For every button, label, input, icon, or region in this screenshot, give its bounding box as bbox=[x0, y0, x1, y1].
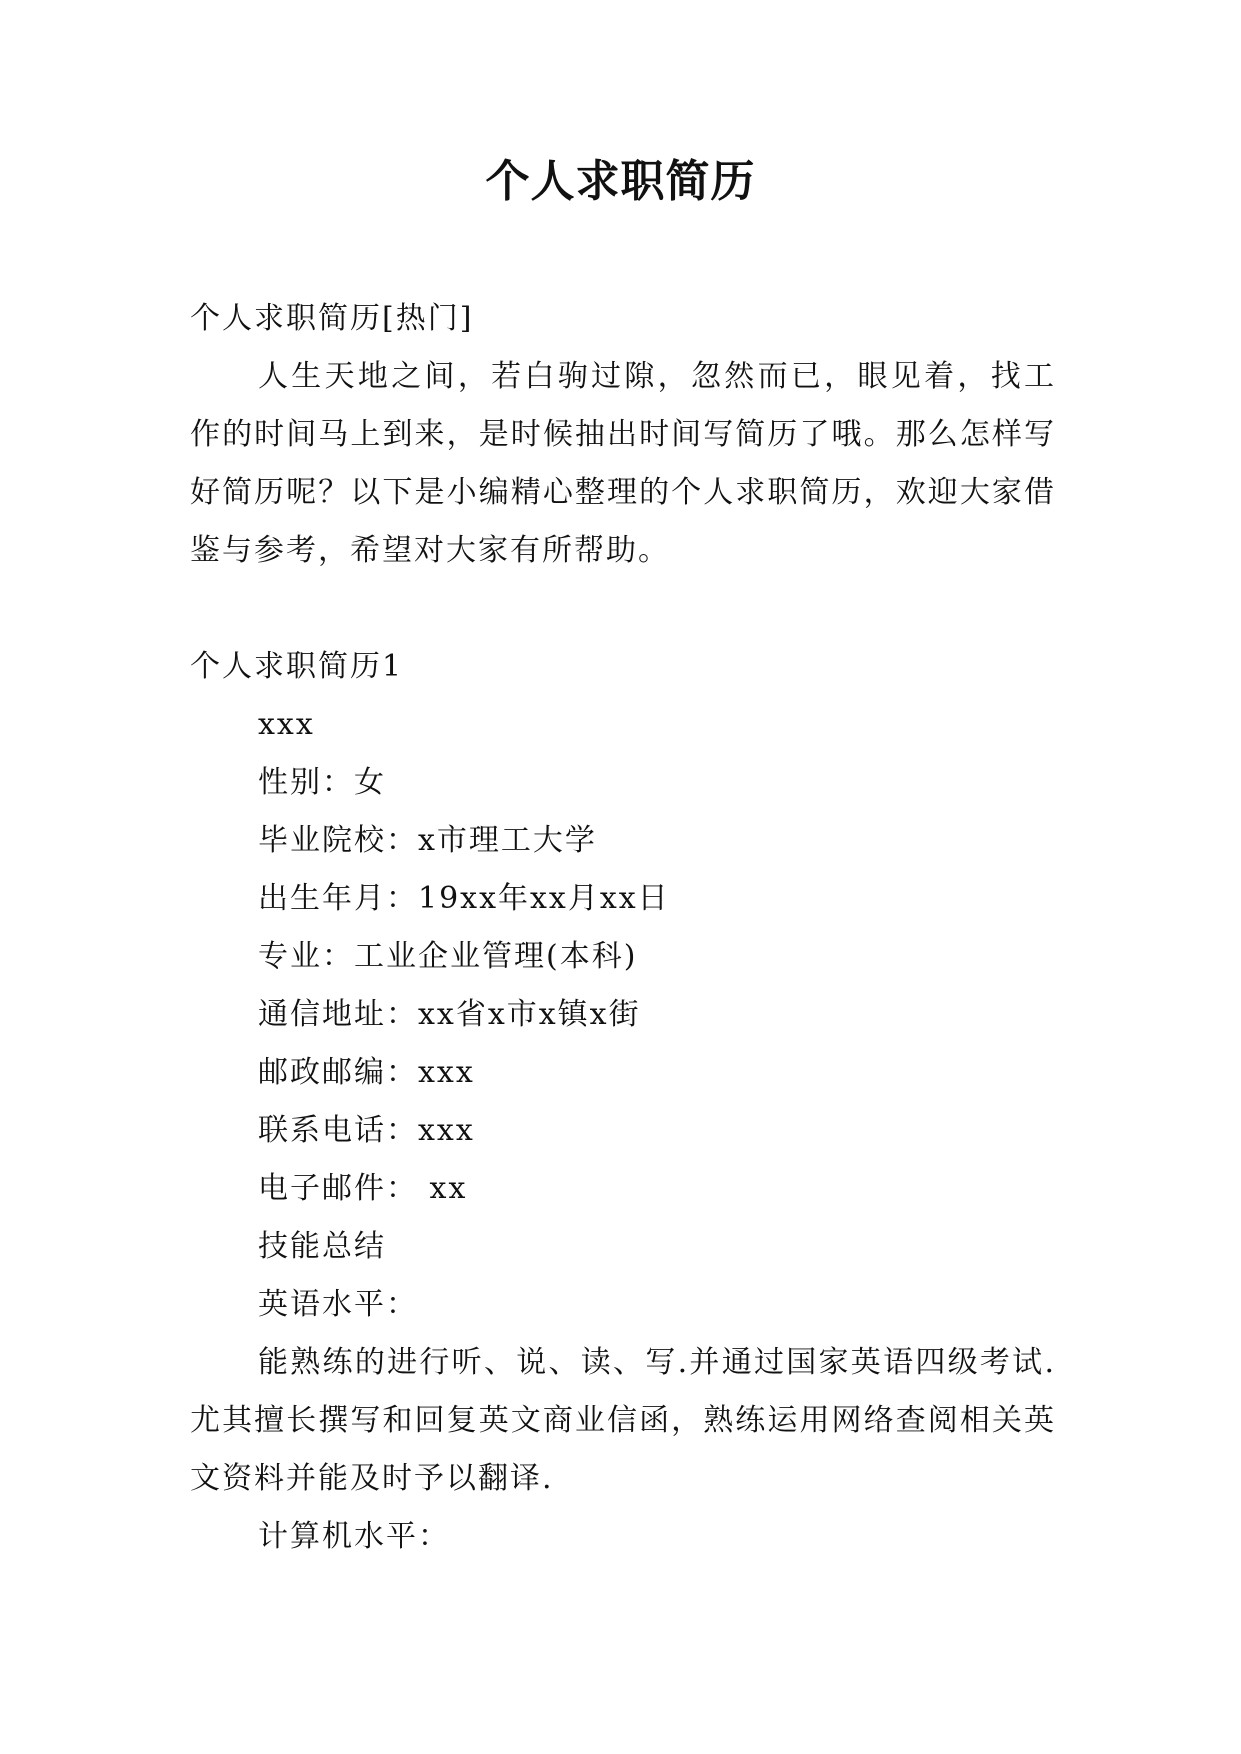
document-subtitle: 个人求职简历[热门] bbox=[190, 301, 474, 336]
document-title: 个人求职简历 bbox=[485, 156, 756, 207]
section-heading-resume-1: 个人求职简历1 bbox=[190, 649, 404, 684]
field-name: xxx bbox=[258, 707, 315, 742]
intro-paragraph: 人生天地之间，若白驹过隙，忽然而已，眼见着，找工作的时间马上到来，是时候抽出时间写简历了哦。那么怎样写好简历呢？以下是小编精心整理的个人求职简历，欢迎大家借鉴与参考，希望对大家有所帮助。 bbox=[190, 359, 1056, 568]
field-postcode: 邮政邮编：xxx bbox=[258, 1055, 475, 1090]
field-gender: 性别：女 bbox=[258, 765, 386, 800]
field-email: 电子邮件： xx bbox=[258, 1171, 468, 1206]
field-phone: 联系电话：xxx bbox=[258, 1113, 475, 1148]
field-birth: 出生年月：19xx年xx月xx日 bbox=[258, 881, 670, 916]
english-heading: 英语水平： bbox=[258, 1287, 418, 1322]
skills-heading: 技能总结 bbox=[258, 1229, 386, 1264]
english-paragraph: 能熟练的进行听、说、读、写.并通过国家英语四级考试.尤其擅长撰写和回复英文商业信函，熟练运用网络查阅相关英文资料并能及时予以翻译. bbox=[190, 1345, 1056, 1496]
field-school: 毕业院校：x市理工大学 bbox=[258, 823, 597, 858]
field-address: 通信地址：xx省x市x镇x街 bbox=[258, 997, 641, 1032]
field-major: 专业：工业企业管理(本科) bbox=[258, 939, 638, 974]
computer-heading: 计算机水平： bbox=[258, 1519, 450, 1554]
document-body bbox=[190, 290, 1056, 1566]
